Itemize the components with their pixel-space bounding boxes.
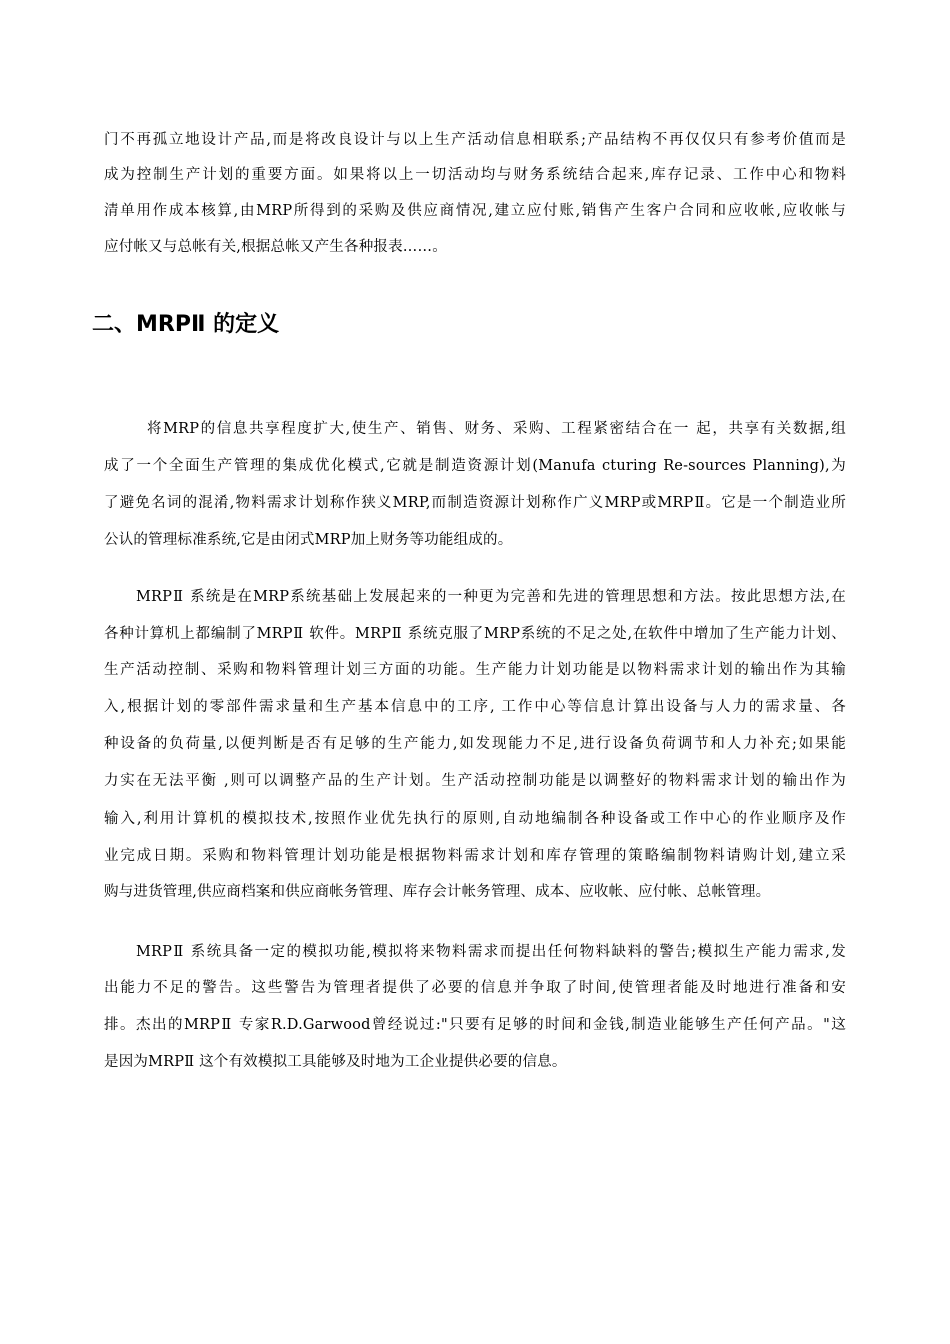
text-line: 成了一个全面生产管理的集成优化模式,它就是制造资源计划(Manufa cturing Re-sources Planning),为 <box>104 458 846 474</box>
text-line: 入,根据计划的零部件需求量和生产基本信息中的工序, 工作中心等信息计算出设备与人力的需求量、各 <box>104 699 846 715</box>
text-line: 生产活动控制、采购和物料管理计划三方面的功能。生产能力计划功能是以物料需求计划的输出作为其输 <box>104 662 846 678</box>
text-line: 清单用作成本核算,由MRP所得到的采购及供应商情况,建立应付账,销售产生客户合同和应收帐,应收帐与 <box>104 203 846 219</box>
text-line: 应付帐又与总帐有关,根据总帐又产生各种报表……。 <box>104 239 447 255</box>
text-line: 是因为MRPⅡ 这个有效模拟工具能够及时地为工企业提供必要的信息。 <box>104 1054 567 1070</box>
text-line: 各种计算机上都编制了MRPⅡ 软件。MRPⅡ 系统克服了MRP系统的不足之处,在软件中增加了生产能力计划、 <box>104 626 846 642</box>
text-line: MRPⅡ 系统是在MRP系统基础上发展起来的一种更为完善和先进的管理思想和方法。按此思想方法,在 <box>136 589 846 605</box>
text-line: 成为控制生产计划的重要方面。如果将以上一切活动均与财务系统结合起来,库存记录、工作中心和物料 <box>104 167 846 183</box>
text-line: 排。杰出的MRPⅡ 专家R.D.Garwood曾经说过:"只要有足够的时间和金钱,制造业能够生产任何产品。"这 <box>104 1017 846 1033</box>
text-line: 门不再孤立地设计产品,而是将改良设计与以上生产活动信息相联系;产品结构不再仅仅只有参考价值而是 <box>104 132 846 148</box>
text-line: 种设备的负荷量,以便判断是否有足够的生产能力,如发现能力不足,进行设备负荷调节和人力补充;如果能 <box>104 736 846 752</box>
text-line: 力实在无法平衡 ,则可以调整产品的生产计划。生产活动控制功能是以调整好的物料需求计划的输出作为 <box>104 773 846 789</box>
text-line: 输入,利用计算机的模拟技术,按照作业优先执行的原则,自动地编制各种设备或工作中心的作业顺序及作 <box>104 811 846 827</box>
text-line: 购与进货管理,供应商档案和供应商帐务管理、库存会计帐务管理、成本、应收帐、应付帐、总帐管理。 <box>104 884 771 900</box>
text-line: 了避免名词的混淆,物料需求计划称作狭义MRP,而制造资源计划称作广义MRP或MRPⅡ。它是一个制造业所 <box>104 495 846 511</box>
text-line: 出能力不足的警告。这些警告为管理者提供了必要的信息并争取了时间,使管理者能及时地进行准备和安 <box>104 980 846 996</box>
section-heading: 二、MRPⅡ 的定义 <box>92 312 280 337</box>
text-line: 业完成日期。采购和物料管理计划功能是根据物料需求计划和库存管理的策略编制物料请购计划,建立采 <box>104 848 846 864</box>
text-line: MRPⅡ 系统具备一定的模拟功能,模拟将来物料需求而提出任何物料缺料的警告;模拟生产能力需求,发 <box>136 944 846 960</box>
text-line: 公认的管理标准系统,它是由闭式MRP加上财务等功能组成的。 <box>104 532 513 548</box>
text-line: 将MRP的信息共享程度扩大,使生产、销售、财务、采购、工程紧密结合在一 起，共享有关数据,组 <box>147 421 846 437</box>
